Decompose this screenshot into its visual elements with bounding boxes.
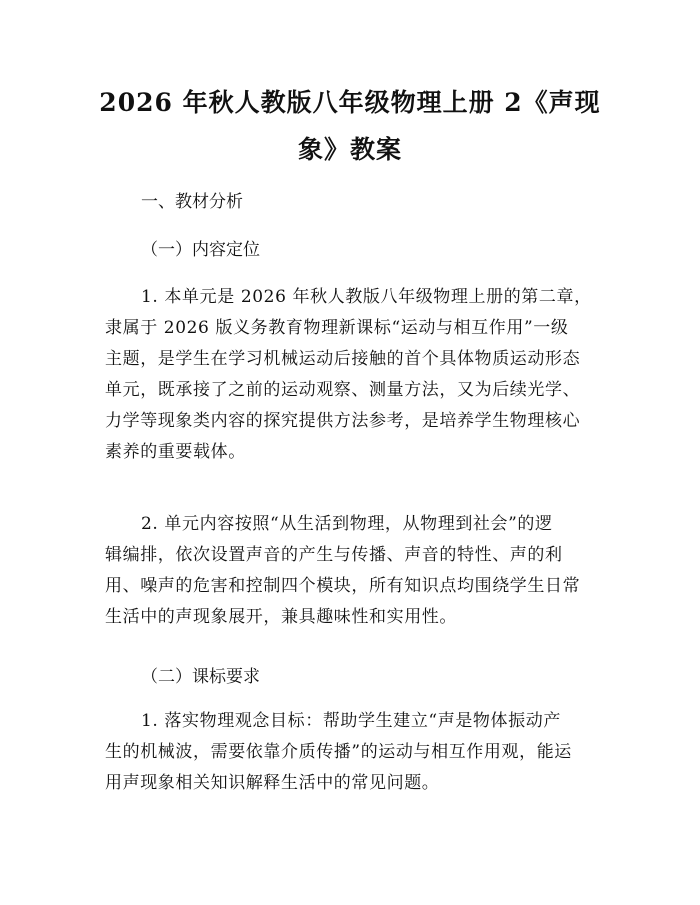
paragraph-1-line: 隶属于 2026 版义务教育物理新课标“运动与相互作用”一级 (105, 318, 569, 338)
paragraph-3 (105, 706, 605, 799)
paragraph-1-line: 1. 本单元是 2026 年秋人教版八年级物理上册的第二章， (141, 287, 592, 307)
paragraph-2 (105, 509, 605, 633)
paragraph-2-line: 2. 单元内容按照“从生活到物理，从物理到社会”的逻 (141, 514, 553, 534)
paragraph-3-line: 用声现象相关知识解释生活中的常见问题。 (105, 773, 440, 793)
paragraph-1-line: 力学等现象类内容的探究提供方法参考，是培养学生物理核心 (105, 411, 581, 431)
document-title-line-1: 2026 年秋人教版八年级物理上册 2《声现 (99, 88, 601, 117)
section-heading-textbook-analysis: 一、教材分析 (141, 192, 243, 212)
document-title-line-2: 象》教案 (297, 135, 402, 164)
paragraph-1-line: 单元，既承接了之前的运动观察、测量方法，又为后续光学、 (105, 380, 581, 400)
paragraph-2-line: 用、噪声的危害和控制四个模块，所有知识点均围绕学生日常 (105, 576, 581, 596)
subsection-heading-curriculum-requirements: （二）课标要求 (141, 667, 260, 687)
paragraph-1-line: 素养的重要载体。 (105, 442, 246, 462)
subsection-heading-content-positioning: （一）内容定位 (141, 240, 260, 260)
paragraph-3-line: 生的机械波，需要依靠介质传播”的运动与相互作用观，能运 (105, 742, 572, 762)
paragraph-2-line: 辑编排，依次设置声音的产生与传播、声音的特性、声的利 (105, 545, 563, 565)
paragraph-1-line: 主题，是学生在学习机械运动后接触的首个具体物质运动形态 (105, 349, 581, 369)
paragraph-3-line: 1. 落实物理观念目标：帮助学生建立“声是物体振动产 (141, 711, 561, 731)
paragraph-1 (105, 282, 605, 468)
paragraph-2-line: 生活中的声现象展开，兼具趣味性和实用性。 (105, 607, 457, 627)
